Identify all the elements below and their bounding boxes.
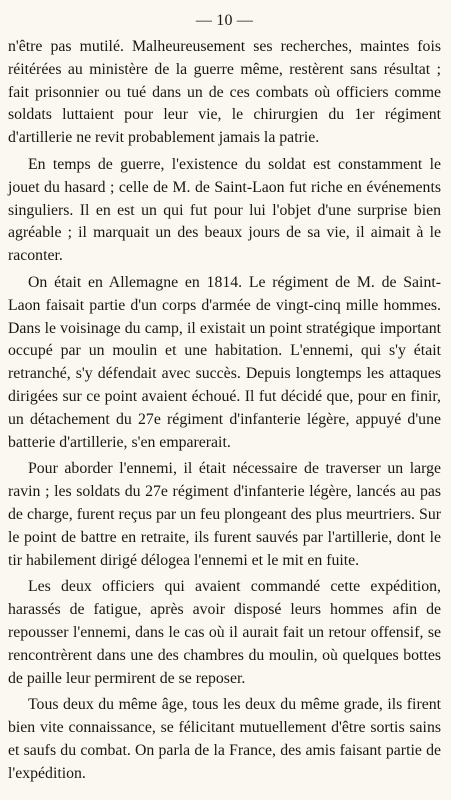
paragraph-continuation: n'être pas mutilé. Malheureusement ses recherches, maintes fois réitérées au ministère de la guerre même, restèrent sans résultat ; fait prisonnier ou tué dans un de ces combats où officiers comme soldats luttaient pour leur vie, le chirurgien du 1er régiment d'artillerie ne revit probablement jamais la patrie. [8, 38, 441, 147]
paragraph: On était en Allemagne en 1814. Le régiment de M. de Saint-Laon faisait partie d'un corps d'armée de vingt-cinq mille hommes. Dans le voisinage du camp, il existait un point stratégique important occupé par un moulin et une habitation. L'ennemi, qui s'y était retranché, s'y défendait avec succès. Depuis longtemps les attaques dirigées sur ce point avaient échoué. Il fut décidé que, pour en finir, un détachement du 27e régiment d'infanterie légère, appuyé d'une batterie d'artillerie, s'en emparerait. [8, 273, 441, 451]
paragraph: En temps de guerre, l'existence du soldat est constamment le jouet du hasard ; celle de M. de Saint-Laon fut riche en événements singuliers. Il en est un qui fut pour lui l'objet d'une surprise bien agréable ; il marquait un des beaux jours de sa vie, il aimait à le raconter. [8, 155, 441, 265]
page-text [8, 36, 441, 786]
paragraph: Tous deux du même âge, tous les deux du même grade, ils firent bien vite connaissance, se félicitant mutuellement d'être sortis sains et saufs du combat. On parla de la France, des amis faisant partie de l'expédition. [8, 696, 441, 782]
page-number: — 10 — [195, 12, 254, 29]
paragraph: Les deux officiers qui avaient commandé cette expédition, harassés de fatigue, après avoir disposé leurs hommes afin de repousser l'ennemi, dans le cas où il aurait fait un retour offensif, se rencontrèrent dans une des chambres du moulin, où quelques bottes de paille leur permirent de se reposer. [8, 578, 441, 687]
paragraph: Pour aborder l'ennemi, il était nécessaire de traverser un large ravin ; les soldats du 27e régiment d'infanterie légère, lancés au pas de charge, furent reçus par un feu plongeant des plus meurtriers. Sur le point de battre en retraite, ils furent sauvés par l'artillerie, dont le tir habilement dirigé délogea l'ennemi et le mit en fuite. [8, 460, 441, 569]
